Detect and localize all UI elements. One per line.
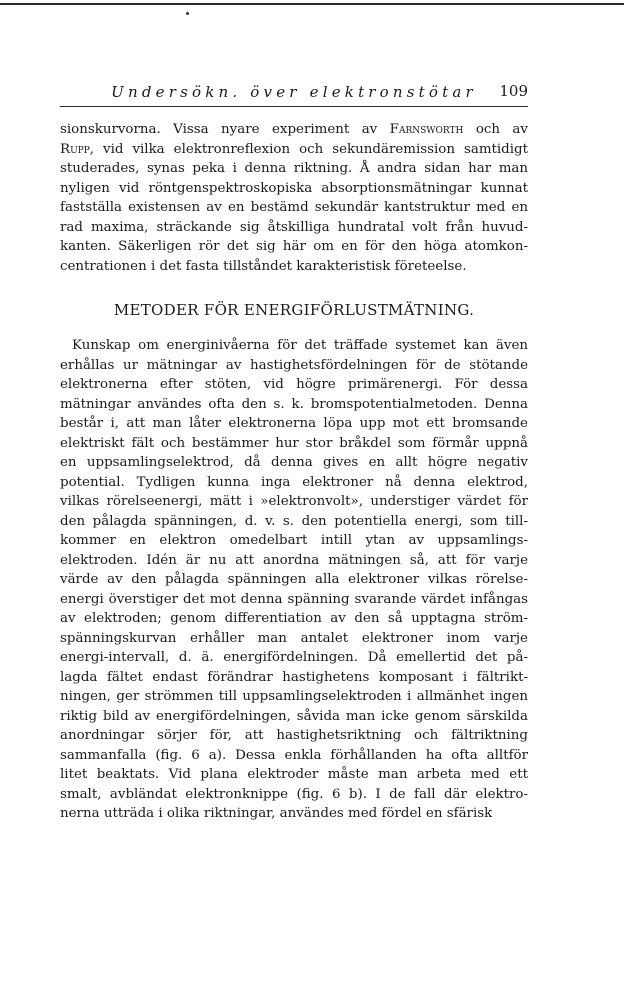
text-line: spänningskurvan erhåller man antalet elektroner inom varje — [60, 630, 528, 646]
text-line: energi-intervall, d. ä. energifördelningen. Då emellertid det på- — [60, 650, 528, 665]
text-line: elektronerna efter stöten, vid högre primärenergi. För dessa — [60, 377, 528, 392]
text-line: studerades, synas peka i denna riktning. Å andra sidan har man — [60, 161, 528, 176]
text-line: mätningar användes ofta den s. k. bromspotentialmetoden. Denna — [60, 396, 528, 412]
text-line: värde av den pålagda spänningen alla elektroner vilkas rörelse- — [60, 572, 528, 587]
text-line: av elektroden; genom differentiation av den så upptagna ström- — [60, 611, 528, 626]
section-heading: METODER FÖR ENERGIFÖRLUSTMÄTNING. — [113, 301, 475, 319]
text-line: centrationen i det fasta tillståndet karakteristisk företeelse. — [60, 258, 467, 274]
text-line: en uppsamlingselektrod, då denna gives en allt högre negativ — [60, 455, 528, 470]
text-line: elektriskt fält och bestämmer hur stor bråkdel som förmår uppnå — [60, 435, 528, 451]
paragraph-methods — [60, 336, 528, 824]
text-line: nerna utträda i olika riktningar, användes med fördel en sfärisk — [60, 806, 493, 821]
printer-mark-dot — [186, 12, 189, 15]
text-line: potential. Tydligen kunna inga elektroner nå denna elektrod, — [60, 474, 528, 490]
text-line: fastställa existensen av en bestämd sekundär kantstruktur med en — [60, 200, 528, 215]
text-line: sionskurvorna. Vissa nyare experiment av Farnsworth och av — [60, 122, 528, 137]
text-line: ningen, ger strömmen till uppsamlingselektroden i allmänhet ingen — [60, 689, 528, 704]
text-line: erhållas ur mätningar av hastighetsfördelningen för de stötande — [60, 357, 528, 373]
paragraph-continuation — [60, 120, 528, 276]
top-edge-rule — [0, 3, 624, 5]
text-line: smalt, avbländat elektronknippe (fig. 6 b). I de fall där elektro- — [60, 786, 528, 802]
text-line: elektroden. Idén är nu att anordna mätningen så, att för varje — [60, 552, 528, 568]
text-line: energi överstiger det mot denna spänning svarande värdet infångas — [60, 591, 528, 607]
text-line: Rupp, vid vilka elektronreflexion och sekundäremission samtidigt — [60, 141, 528, 157]
text-line: anordningar sörjer för, att hastighetsriktning och fältriktning — [60, 728, 528, 743]
text-line: den pålagda spänningen, d. v. s. den potentiella energi, som till- — [60, 513, 528, 529]
text-line: rad maxima, sträckande sig åtskilliga hundratal volt från huvud- — [60, 219, 528, 235]
text-line: riktig bild av energifördelningen, såvida man icke genom särskilda — [60, 708, 528, 724]
author-name: Rupp — [60, 141, 90, 157]
text-line: kommer en elektron omedelbart intill ytan av uppsamlings- — [60, 533, 528, 548]
text-line: kanten. Säkerligen rör det sig här om en för den höga atomkon- — [60, 239, 528, 254]
text-line: litet beaktats. Vid plana elektroder måste man arbeta med ett — [60, 767, 528, 782]
text-line: består i, att man låter elektronerna löpa upp mot ett bromsande — [60, 416, 528, 431]
text-line: vilkas rörelseenergi, mätt i »elektronvolt», understiger värdet för — [60, 494, 528, 509]
text-line: Kunskap om energinivåerna för det träffade systemet kan även — [72, 338, 528, 353]
text-line: nyligen vid röntgenspektroskopiska absorptionsmätningar kunnat — [60, 180, 528, 196]
header-rule — [60, 106, 528, 107]
text-line: lagda fältet endast förändrar hastighetens komposant i fältrikt- — [60, 669, 528, 685]
page-number: 109 — [499, 82, 528, 100]
author-name: Farnsworth — [389, 122, 464, 137]
text-line: sammanfalla (fig. 6 a). Dessa enkla förhållanden ha ofta alltför — [60, 747, 528, 763]
running-head: Undersökn. över elektronstötar — [111, 83, 477, 101]
